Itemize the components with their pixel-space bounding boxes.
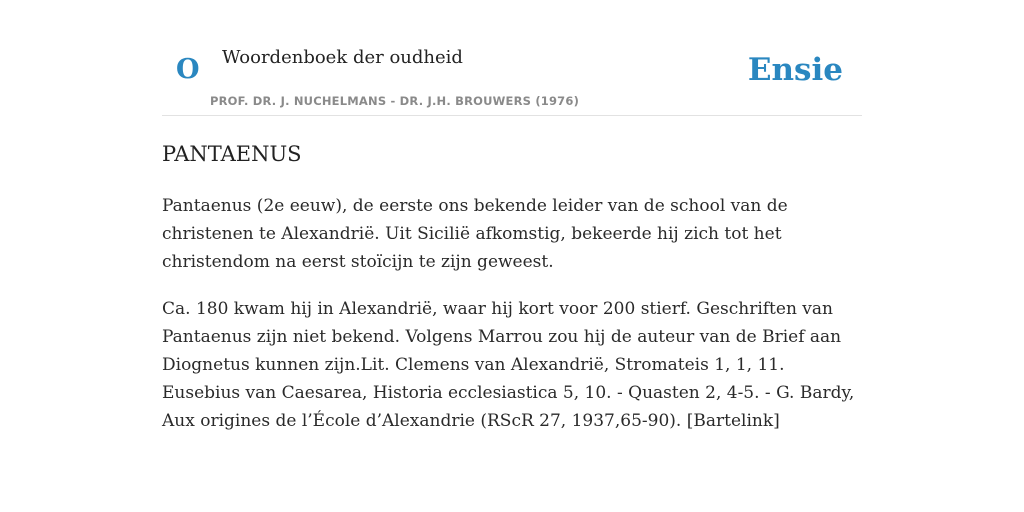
book-authors: PROF. DR. J. NUCHELMANS - DR. J.H. BROUWERS (1976) [210,94,580,108]
entry-title: PANTAENUS [162,142,302,166]
article-paragraph-1: Pantaenus (2e eeuw), de eerste ons bekende leider van de school van de christenen te Alexandrië. Uit Sicilië afkomstig, bekeerde hij zich tot het christendom na eerst stoïcijn te zijn geweest. [162,196,788,272]
dictionary-header [162,0,862,116]
ensie-logo[interactable]: Ensie [747,52,843,88]
article-paragraph-2: Ca. 180 kwam hij in Alexandrië, waar hij kort voor 200 stierf. Geschriften van Pantaenus zijn niet bekend. Volgens Marrou zou hij de auteur van de Brief aan Diognetus kunnen zijn.Lit. Clemens van Alexandrië, Stromateis 1, 1, 11. Eusebius van Caesarea, Historia ecclesiastica 5, 10. - Quasten 2, 4-5. - G. Bardy, Aux origines de l’École d’Alexandrie (RScR 27, 1937,65-90). [Bartelink] [162,299,855,431]
page [162,0,862,431]
book-title-link[interactable]: Woordenboek der oudheid [222,47,463,68]
letter-badge[interactable]: O [176,54,200,85]
